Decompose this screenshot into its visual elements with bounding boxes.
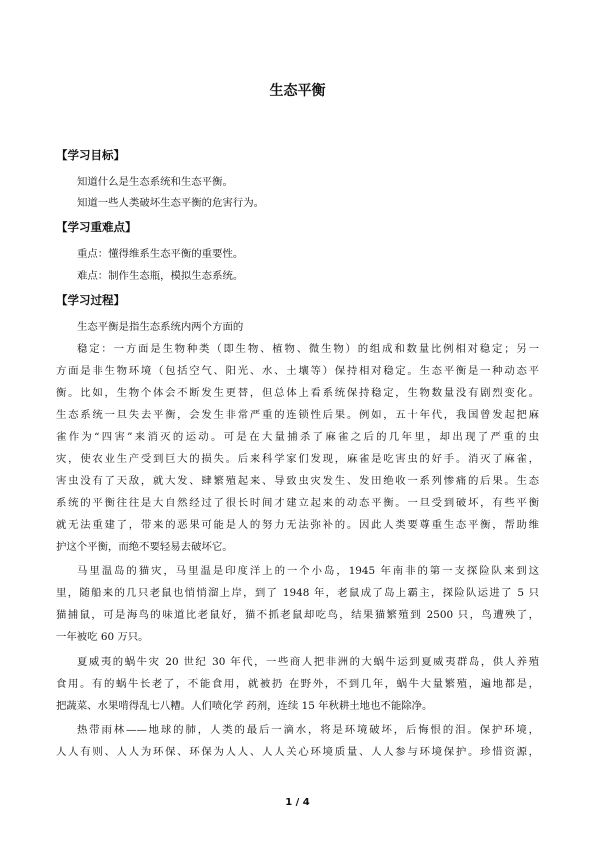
body-line: 夏威夷的蜗牛灾 20 世纪 30 年代，一些商人把非洲的大蜗牛运到夏威夷群岛，供人养殖 [77,656,539,668]
objective-line: 知道一些人类破坏生态平衡的危害行为。 [77,197,265,209]
page-number: 1 / 4 [285,797,310,808]
body-line: 生态平衡是指生态系统内两个方面的 [77,321,244,333]
section-heading-process: 【学习过程】 [56,293,125,307]
body-line: 系统的平衡往往是大自然经过了很长时间才建立起来的动态平衡。一旦受到破坏，有些平衡 [56,497,539,509]
body-line: 护这个平衡，而绝不要轻易去破坏它。 [56,541,233,553]
body-line: 把蔬菜、水果啃得乱七八糟。人们喷化学 药剂，连续 15 年秋耕土地也不能除净。 [56,700,433,712]
body-line: 猫捕鼠，可是海鸟的味道比老鼠好，猫不抓老鼠却吃鸟，结果猫繁殖到 2500 只，鸟遭殃了， [56,609,539,621]
key-point-line: 重点：懂得维系生态平衡的重要性。 [77,248,244,260]
body-line: 害虫没有了天敌，就大发、肆繁殖起来、导致虫灾发生、发田绝收一系列惨痛的后果。生态 [56,475,539,487]
objective-line: 知道什么是生态系统和生态平衡。 [77,176,233,188]
body-line: 衡。比如，生物个体会不断发生更替，但总体上看系统保持稳定，生物数量没有剧烈变化。 [56,387,539,399]
body-line: 人人有则、人人为环保、环保为人人、人人关心环境质量、人人参与环境保护。珍惜资源， [56,746,539,758]
body-line: 生态系统一旦失去平衡，会发生非常严重的连锁性后果。例如，五十年代，我国曾发起把麻 [56,409,539,421]
body-line: 里，随船来的几只老鼠也悄悄溜上岸，到了 1948 年，老鼠成了岛上霸主，探险队运进了 5 只 [56,587,539,599]
key-point-line: 难点：制作生态瓶，模拟生态系统。 [77,270,244,282]
body-line: 马里温岛的猫灾，马里温是印度洋上的一个小岛，1945 年南非的第一支探险队来到这 [77,565,539,577]
body-line: 雀作为“四害”来消灭的运动。可是在大量捕杀了麻雀之后的几年里，却出现了严重的虫 [56,431,539,443]
document-title: 生态平衡 [269,83,326,99]
body-line: 就无法重建了，带来的恶果可能是人的努力无法弥补的。因此人类要尊重生态平衡，帮助维 [56,519,539,531]
body-line: 热带雨林——地球的肺，人类的最后一滴水，将是环境破坏，后悔恨的泪。保护环境， [77,724,539,736]
body-line: 一年被吃 60 万只。 [56,631,149,643]
section-heading-objectives: 【学习目标】 [56,148,125,162]
section-heading-key-points: 【学习重难点】 [56,220,137,234]
body-line: 稳定：一方面是生物种类（即生物、植物、微生物）的组成和数量比例相对稳定；另一 [77,343,539,355]
body-line: 方面是非生物环境（包括空气、阳光、水、土壤等）保持相对稳定。生态平衡是一种动态平 [56,365,539,377]
body-line: 灾，使农业生产受到巨大的损失。后来科学家们发现，麻雀是吃害虫的好手。消灭了麻雀， [56,453,539,465]
body-line: 食用。有的蜗牛长老了，不能食用，就被扔 在野外，不到几年，蜗牛大量繁殖，遍地都是， [56,678,539,690]
